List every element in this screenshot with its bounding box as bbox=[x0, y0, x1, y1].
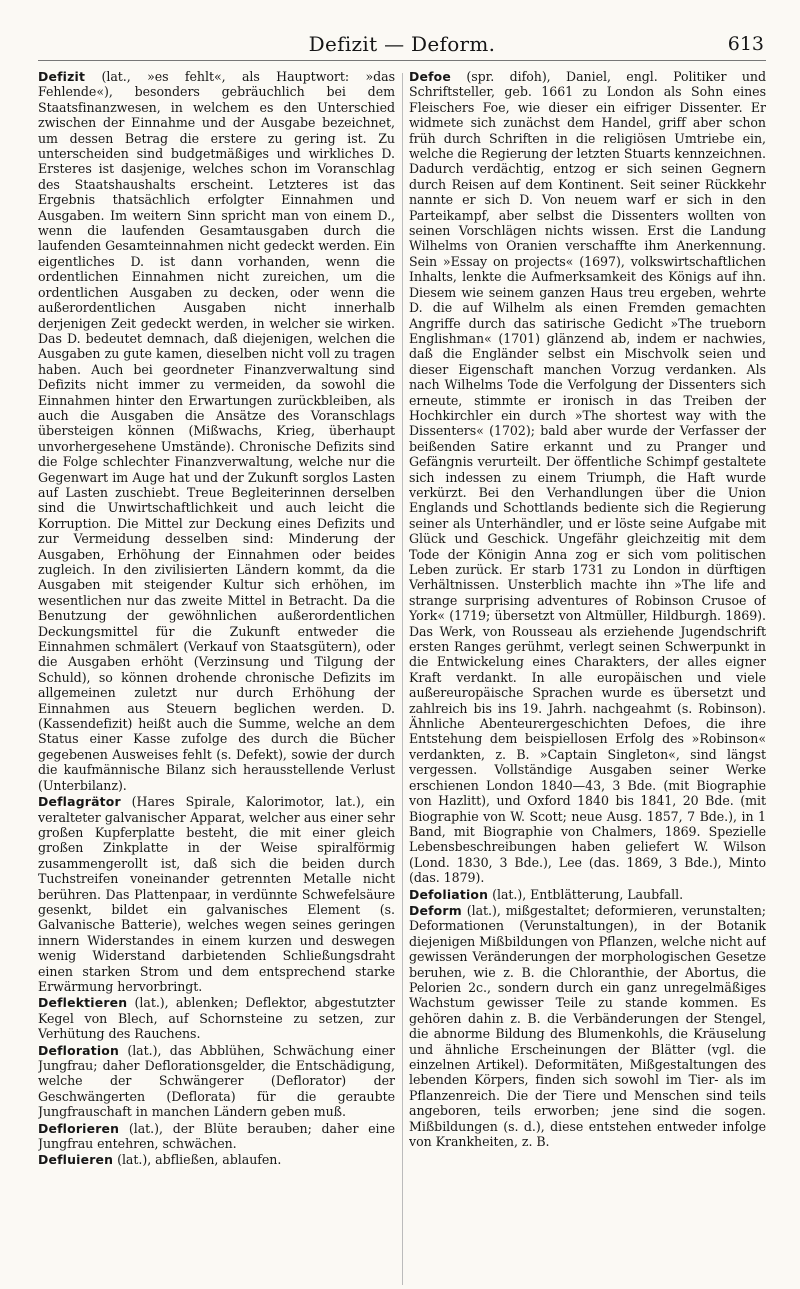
entry-headword: Defluieren bbox=[38, 1152, 114, 1168]
entry-text: (lat.), der Blüte berauben; daher eine Jungfrau entehren, schwächen. bbox=[38, 1120, 395, 1152]
entry-headword: Defloration bbox=[38, 1042, 120, 1058]
dictionary-entry bbox=[38, 1121, 395, 1152]
dictionary-entry bbox=[38, 794, 395, 994]
dictionary-entry bbox=[38, 1152, 395, 1167]
dictionary-entry bbox=[38, 995, 395, 1041]
running-title: Defizit — Deform. bbox=[308, 32, 496, 56]
text-columns bbox=[38, 69, 766, 1289]
entry-headword: Deflagrätor bbox=[38, 794, 121, 810]
entry-text: (spr. difoh), Daniel, engl. Politiker und Schriftsteller, geb. 1661 zu London als Sohn eines Fleischers Foe, wie dieser ein eifriger Dissenter. Er widmete sich zunächst dem Handel, griff aber schon früh durch Schriften in die religiösen Umtriebe ein, welche die Regierung der letzten Stuarts kennzeichnen. Dadurch verdächtig, entzog er sich seinen Gegnern durch Reisen auf dem Kontinent. Seit seiner Rückkehr nannte er sich D. Von neuem warf er sich in den Parteikampf, aber selbst die Dissenters wollten von seinen Vorschlägen nichts wissen. Erst die Landung Wilhelms von Oranien verschaffte ihm Anerkennung. Sein »Essay on projects« (1697), volkswirtschaftlichen Inhalts, lenkte die Aufmerksamkeit des Königs auf ihn. Diesem wie seinem ganzen Haus treu ergeben, wehrte D. die auf Wilhelm als einen Fremden gemachten Angriffe durch das satirische Gedicht »The trueborn Englishman« (1701) glänzend ab, indem er nachwies, daß die Engländer selbst ein Mischvolk seien und dieser Eigenschaft manchen Vorzug verdanken. Als nach Wilhelms Tode die Verfolgung der Dissenters sich erneute, stimmte er ironisch in das Treiben der Hochkirchler ein durch »The shortest way with the Dissenters« (1702); bald aber wurde der Verfasser der beißenden Satire erkannt und zu Pranger und Gefängnis verurteilt. Der öffentliche Schimpf gestaltete sich indessen zu einem Triumph, die Haft wurde verkürzt. Bei den Verhandlungen über die Union Englands und Schottlands bediente sich die Regierung seiner als Unterhändler, und er löste seine Aufgabe mit Glück und Geschick. Ungefähr gleichzeitig mit dem Tode der Königin Anna zog er sich vom politischen Leben zurück. Er starb 1731 zu London in dürftigen Verhältnissen. Unsterblich machte ihn »The life and strange surprising adventures of Robinson Crusoe of York« (1719; übersetzt von Altmüller, Hildburgh. 1869). Das Werk, von Rousseau als erziehende Jugendschrift ersten Ranges gerühmt, verlegt seinen Schwerpunkt in die Entwickelung eines Charakters, der alles eigner Kraft verdankt. In alle europäischen und viele außereuropäische Sprachen wurde es übersetzt und zahlreich bis ins 19. Jahrh. nachgeahmt (s. Robinson). Ähnliche Abenteurergeschichten Defoes, die ihre Entstehung dem beispiellosen Erfolg des »Robinson« verdankten, z. B. »Captain Singleton«, sind längst vergessen. Vollständige Ausgaben seiner Werke erschienen London 1840—43, 3 Bde. (mit Biographie von Hazlitt), und Oxford 1840 bis 1841, 20 Bde. (mit Biographie von W. Scott; neue Ausg. 1857, 7 Bde.), in 1 Band, mit Biographie von Chalmers, 1869. Spezielle Lebensbeschreibungen haben geliefert W. Wilson (Lond. 1830, 3 Bde.), Lee (das. 1869, 3 Bde.), Minto (das. 1879). bbox=[409, 69, 766, 886]
entry-headword: Defizit bbox=[38, 69, 86, 84]
entry-headword: Deflektieren bbox=[38, 995, 128, 1011]
page-header bbox=[38, 30, 766, 61]
column-divider bbox=[402, 73, 403, 1285]
page-number: 613 bbox=[727, 33, 764, 55]
entry-headword: Defoliation bbox=[409, 886, 489, 902]
entry-text: (lat.), abfließen, ablaufen. bbox=[113, 1152, 282, 1168]
entry-text: (Hares Spirale, Kalorimotor, lat.), ein veralteter galvanischer Apparat, welcher aus einer sehr großen Kupferplatte besteht, die mit einer gleich großen Zinkplatte in der Weise spiralförmig zusammengerollt ist, daß sich die beiden durch Tuchstreifen voneinander getrennten Metalle nicht berühren. Das Plattenpaar, in verdünnte Schwefelsäure gesenkt, bildet ein galvanisches Element (s. Galvanische Batterie), welches wegen seines geringen innern Widerstandes in einem kurzen und deswegen wenig Widerstand darbietenden Schließungsdraht einen starken Strom und dem entsprechend starke Erwärmung hervorbringt. bbox=[38, 794, 395, 994]
dictionary-entry bbox=[409, 887, 766, 902]
dictionary-entry bbox=[409, 69, 766, 886]
entry-headword: Defoe bbox=[409, 69, 451, 84]
left-column bbox=[38, 69, 395, 1289]
dictionary-entry bbox=[409, 903, 766, 1150]
entry-text: (lat., »es fehlt«, als Hauptwort: »das Fehlende«), besonders gebräuchlich bei dem Staatsfinanzwesen, in welchem es den Unterschied zwischen der Einnahme und der Ausgabe bezeichnet, um dessen Betrag die erstere zu gering ist. Zu unterscheiden sind budgetmäßiges und wirkliches D. Ersteres ist dasjenige, welches schon im Voranschlag des Staatshaushalts erscheint. Letzteres ist das Ergebnis thatsächlich erfolgter Einnahmen und Ausgaben. Im weitern Sinn spricht man von einem D., wenn die laufenden Gesamtausgaben durch die laufenden Gesamteinnahmen nicht gedeckt werden. Ein eigentliches D. ist dann vorhanden, wenn die ordentlichen Einnahmen nicht zureichen, um die ordentlichen Ausgaben zu decken, oder wenn die außerordentlichen Ausgaben nicht innerhalb derjenigen Zeit gedeckt werden, in welcher sie wirken. Das D. bedeutet demnach, daß diejenigen, welchen die Ausgaben zu gute kamen, dieselben nicht voll zu tragen haben. Auch bei geordneter Finanzverwaltung sind Defizits nicht immer zu vermeiden, da sowohl die Einnahmen hinter den Erwartungen zurückbleiben, als auch die Ausgaben die Ansätze des Voranschlags übersteigen können (Mißwachs, Krieg, überhaupt unvorhergesehene Umstände). Chronische Defizits sind die Folge schlechter Finanzverwaltung, welche nur die Gegenwart im Auge hat und der Zukunft sorglos Lasten auf Lasten zuschiebt. Treue Begleiterinnen derselben sind die Unwirtschaftlichkeit und auch leicht die Korruption. Die Mittel zur Deckung eines Defizits und zur Vermeidung desselben sind: Minderung der Ausgaben, Erhöhung der Einnahmen oder beides zugleich. In den zivilisierten Ländern kommt, da die Ausgaben mit steigender Kultur sich erhöhen, im wesentlichen nur das zweite Mittel in Betracht. Da die Benutzung der gewöhnlichen außerordentlichen Deckungsmittel für die Zukunft entweder die Einnahmen schmälert (Verkauf von Staatsgütern), oder die Ausgaben erhöht (Verzinsung und Tilgung der Schuld), so können drohende chronische Defizits im allgemeinen zuletzt nur durch Erhöhung der Einnahmen aus Steuern beglichen werden. D. (Kassendefizit) heißt auch die Summe, welche an dem Status einer Kasse zufolge des durch die Bücher gegebenen Ausweises fehlt (s. Defekt), sowie der durch die kaufmännische Bilanz sich herausstellende Verlust (Unterbilanz). bbox=[38, 69, 395, 793]
entry-text: (lat.), das Abblühen, Schwächung einer Jungfrau; daher Deflorationsgelder, die Entschädigung, welche der Schwängerer (Deflorator) der Geschwängerten (Deflorata) für die geraubte Jungfrauschaft in manchen Ländern geben muß. bbox=[38, 1042, 395, 1120]
right-column bbox=[409, 69, 766, 1289]
dictionary-entry bbox=[38, 1043, 395, 1120]
entry-headword: Deflorieren bbox=[38, 1120, 120, 1136]
entry-text: (lat.), ablenken; Deflektor, abgestutzter Kegel von Blech, auf Schornsteine zu setzen, zur Verhütung des Rauchens. bbox=[38, 995, 395, 1042]
entry-headword: Deform bbox=[409, 902, 462, 918]
entry-text: (lat.), mißgestaltet; deformieren, verunstalten; Deformationen (Verunstaltungen), in der Botanik diejenigen Mißbildungen von Pflanzen, welche nicht auf gewissen Veränderungen der morphologischen Gesetze beruhen, wie z. B. die Chloranthie, der Abortus, die Pelorien 2c., sondern durch ein ganz unregelmäßiges Wachstum gewisser Teile zu stande kommen. Es gehören dahin z. B. die Verbänderungen der Stengel, die abnorme Bildung des Blumenkohls, die Kräuselung und ähnliche Erscheinungen der Blätter (vgl. die einzelnen Artikel). Deformitäten, Mißgestaltungen des lebenden Körpers, finden sich sowohl im Tier- als im Pflanzenreich. Die der Tiere und Menschen sind teils angeboren, teils erworben; jene sind die sogen. Mißbildungen (s. d.), diese entstehen entweder infolge von Krankheiten, z. B. bbox=[409, 902, 766, 1150]
entry-text: (lat.), Entblätterung, Laubfall. bbox=[488, 886, 684, 902]
dictionary-entry bbox=[38, 69, 395, 793]
